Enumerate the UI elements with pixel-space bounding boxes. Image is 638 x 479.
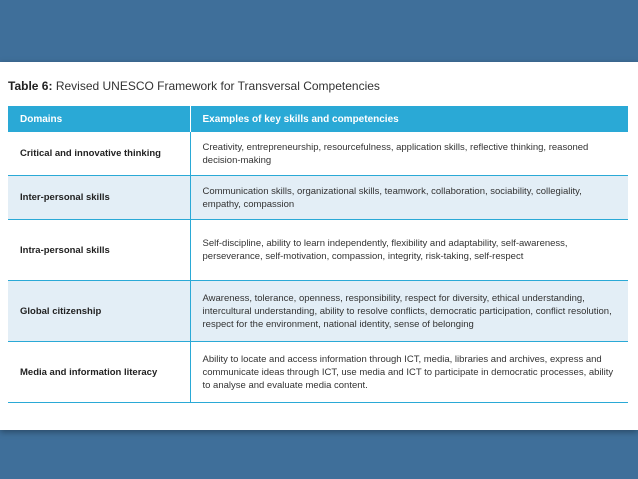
table-row	[8, 220, 628, 281]
table-caption-label: Table 6:	[8, 79, 53, 93]
examples-cell: Communication skills, organizational skills, teamwork, collaboration, sociability, collegiality, empathy, compassion	[190, 176, 628, 220]
domain-cell: Media and information literacy	[8, 342, 190, 403]
domain-cell: Critical and innovative thinking	[8, 132, 190, 176]
domain-cell: Intra-personal skills	[8, 220, 190, 281]
table-row	[8, 176, 628, 220]
examples-cell: Self-discipline, ability to learn independently, flexibility and adaptability, self-awareness, perseverance, self-motivation, compassion, integrity, risk-taking, self-respect	[190, 220, 628, 281]
background-bottom	[0, 430, 638, 479]
competencies-table	[8, 106, 628, 403]
table-header-row	[8, 106, 628, 132]
table-caption	[8, 79, 380, 93]
table-caption-title: Revised UNESCO Framework for Transversal Competencies	[55, 79, 380, 93]
table-row	[8, 281, 628, 342]
table-row	[8, 132, 628, 176]
column-header-examples: Examples of key skills and competencies	[190, 106, 628, 132]
examples-cell: Ability to locate and access information through ICT, media, libraries and archives, express and communicate ideas through ICT, use media and ICT to participate in democratic processes, ability to analyse and evaluate media content.	[190, 342, 628, 403]
domain-cell: Inter-personal skills	[8, 176, 190, 220]
domain-cell: Global citizenship	[8, 281, 190, 342]
examples-cell: Creativity, entrepreneurship, resourcefulness, application skills, reflective thinking, reasoned decision-making	[190, 132, 628, 176]
table-row	[8, 342, 628, 403]
slide	[0, 62, 638, 430]
background-top	[0, 0, 638, 62]
column-header-domains: Domains	[8, 106, 190, 132]
examples-cell: Awareness, tolerance, openness, responsibility, respect for diversity, ethical understanding, intercultural understanding, ability to resolve conflicts, democratic participation, conflict resolution, respect for the environment, national identity, sense of belonging	[190, 281, 628, 342]
